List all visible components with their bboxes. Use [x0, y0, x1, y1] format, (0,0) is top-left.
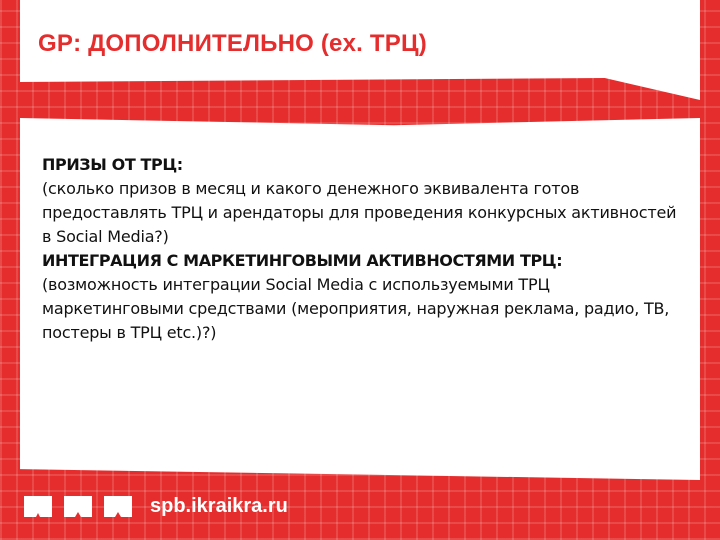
page-title: GP: ДОПОЛНИТЕЛЬНО (ex. ТРЦ): [38, 30, 427, 57]
section-heading-integration: ИНТЕГРАЦИЯ С МАРКЕТИНГОВЫМИ АКТИВНОСТЯМИ ТРЦ:: [42, 251, 563, 270]
section-heading-prizes: ПРИЗЫ ОТ ТРЦ:: [42, 155, 183, 174]
section-text-prizes: (сколько призов в месяц и какого денежного эквивалента готов предоставлять ТРЦ и арендаторы для проведения конкурсных активностей в Social Media?): [42, 179, 677, 246]
section-text-integration: (возможность интеграции Social Media с используемыми ТРЦ маркетинговыми средствами (мероприятия, наружная реклама, радио, ТВ, постеры в ТРЦ etc.)?): [42, 275, 670, 342]
footer-url: spb.ikraikra.ru: [150, 495, 288, 517]
slide-content: [42, 153, 682, 345]
ikra-logo-icon: [22, 493, 134, 521]
